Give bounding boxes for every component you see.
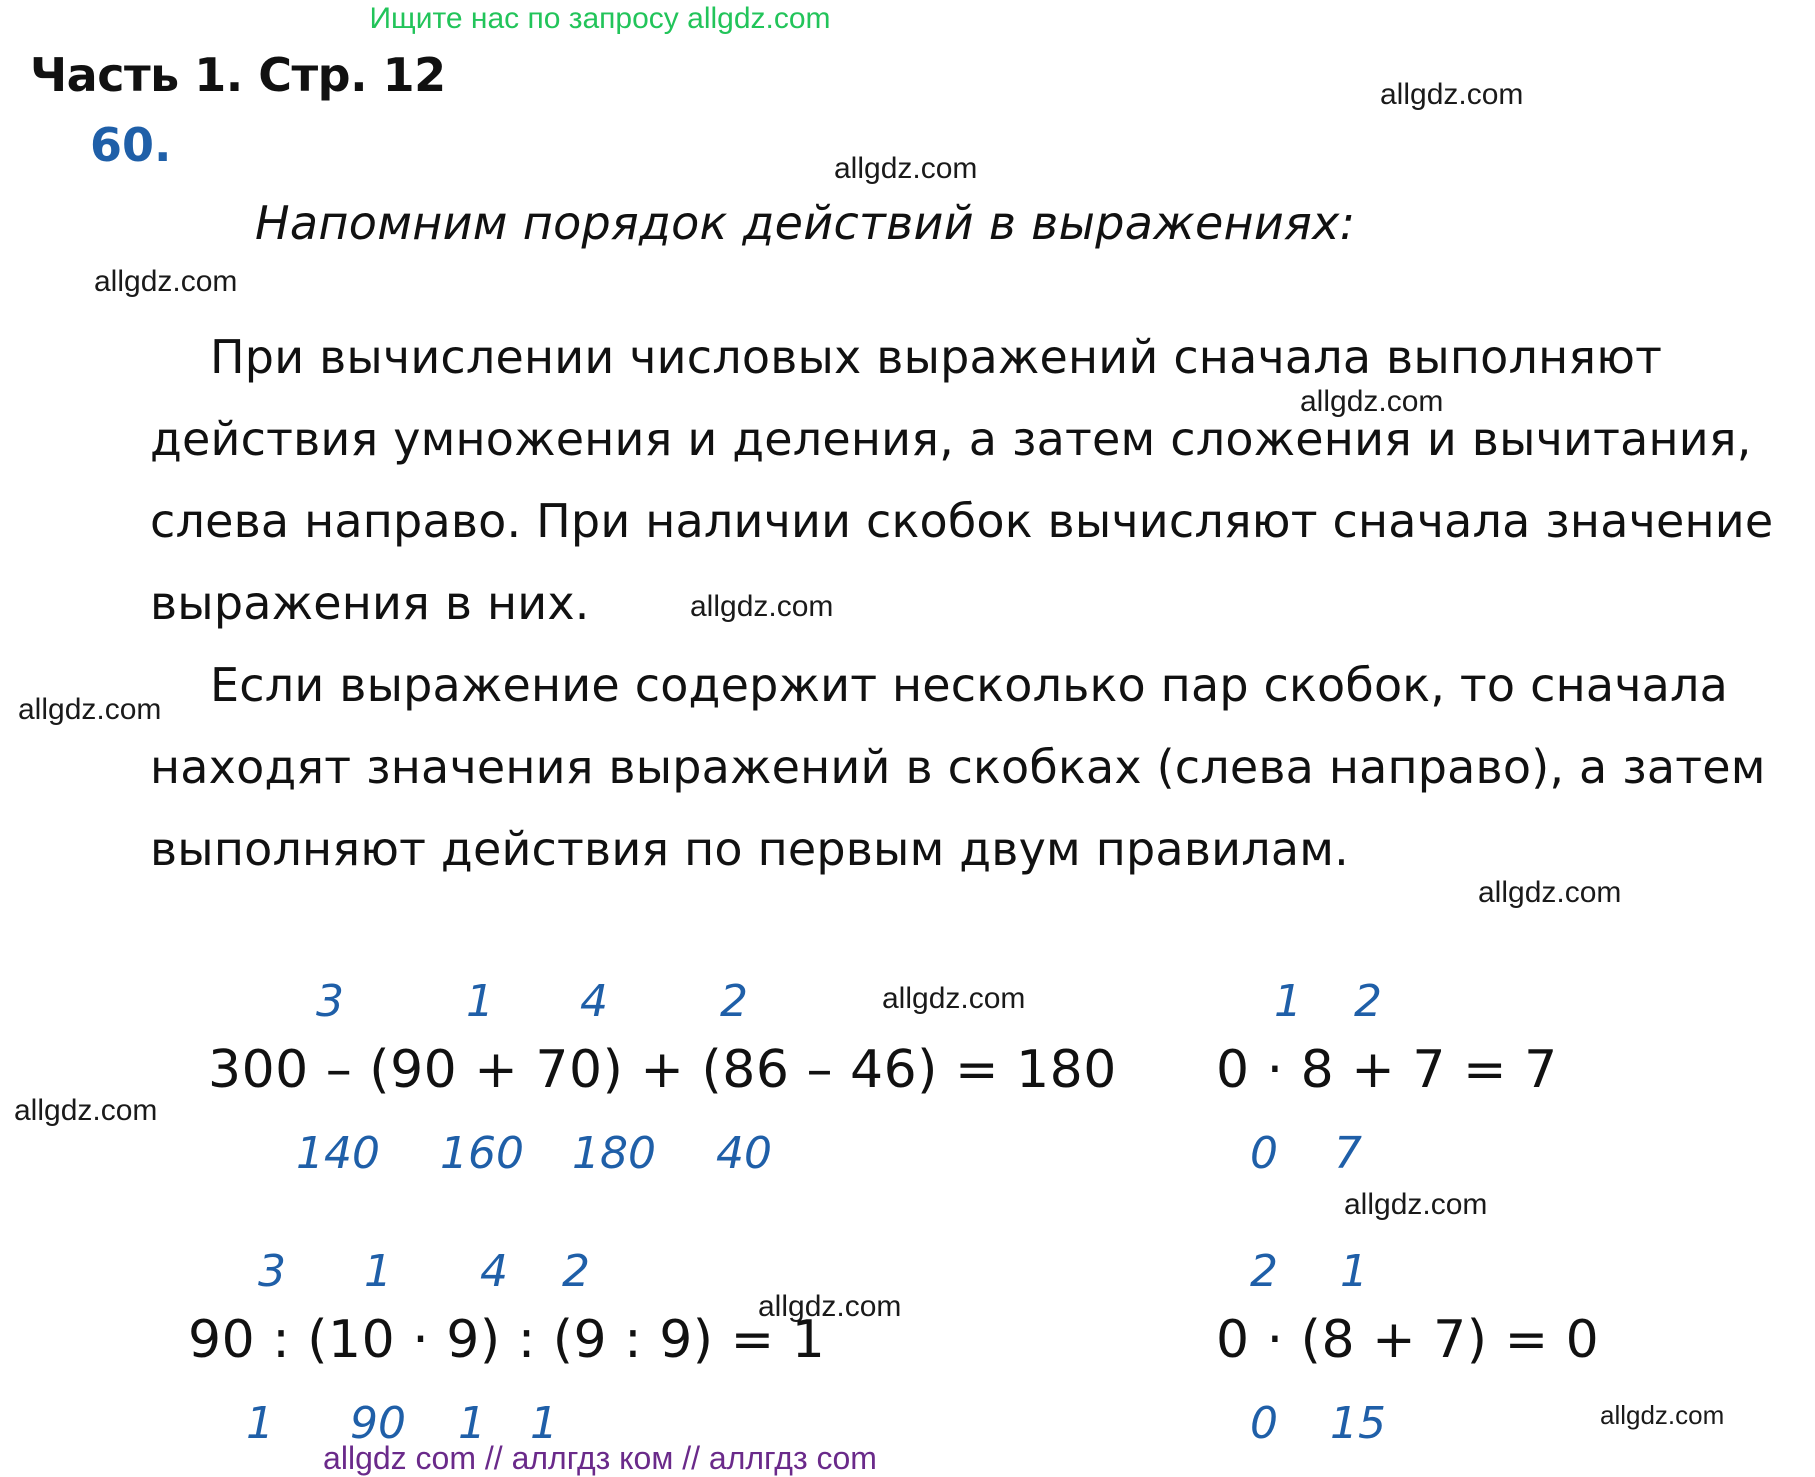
intermediate-result: 7 — [1334, 1128, 1362, 1179]
watermark: allgdz.com — [882, 982, 1026, 1015]
top-banner: Ищите нас по запросу allgdz.com — [369, 2, 831, 35]
order-mark: 4 — [580, 976, 608, 1027]
rule-paragraph-2-line-3: выполняют действия по первым двум правилам. — [150, 822, 1349, 876]
intermediate-result: 0 — [1250, 1398, 1278, 1449]
expression-1: 300 – (90 + 70) + (86 – 46) = 180 — [208, 1040, 1117, 1100]
intermediate-result: 1 — [458, 1398, 486, 1449]
page-heading: Часть 1. Стр. 12 — [30, 48, 446, 102]
rule-paragraph-2-line-2: находят значения выражений в скобках (слева направо), а затем — [150, 740, 1766, 794]
intermediate-result: 140 — [296, 1128, 380, 1179]
expression-3: 90 : (10 · 9) : (9 : 9) = 1 — [188, 1310, 826, 1370]
rule-paragraph-1-line-2: действия умножения и деления, а затем сложения и вычитания, — [150, 412, 1752, 466]
rule-paragraph-1-line-1: При вычислении числовых выражений сначала выполняют — [210, 330, 1663, 384]
order-mark: 1 — [1340, 1246, 1368, 1297]
order-mark: 2 — [1250, 1246, 1278, 1297]
watermark: allgdz.com — [758, 1290, 902, 1323]
order-mark: 1 — [1274, 976, 1302, 1027]
watermark: allgdz.com — [1380, 78, 1524, 111]
intermediate-result: 1 — [246, 1398, 274, 1449]
order-mark: 2 — [720, 976, 748, 1027]
expression-2: 0 · 8 + 7 = 7 — [1216, 1040, 1558, 1100]
watermark: allgdz.com — [1344, 1188, 1488, 1221]
watermark: allgdz.com — [94, 265, 238, 298]
watermark: allgdz.com — [18, 693, 162, 726]
order-mark: 3 — [316, 976, 344, 1027]
task-number: 60. — [90, 118, 172, 172]
rule-paragraph-1-line-4: выражения в них. — [150, 576, 590, 630]
footer-watermark: allgdz com // аллгдз ком // аллгдз com — [323, 1440, 877, 1476]
watermark: allgdz.com — [690, 590, 834, 623]
intermediate-result: 0 — [1250, 1128, 1278, 1179]
order-mark: 2 — [1354, 976, 1382, 1027]
intermediate-result: 40 — [716, 1128, 772, 1179]
section-subtitle: Напомним порядок действий в выражениях: — [255, 196, 1356, 250]
order-mark: 4 — [480, 1246, 508, 1297]
watermark: allgdz.com — [834, 152, 978, 185]
order-mark: 2 — [562, 1246, 590, 1297]
intermediate-result: 160 — [440, 1128, 524, 1179]
intermediate-result: 90 — [350, 1398, 406, 1449]
watermark: allgdz.com — [14, 1094, 158, 1127]
watermark: allgdz.com — [1300, 385, 1444, 418]
expression-4: 0 · (8 + 7) = 0 — [1216, 1310, 1600, 1370]
intermediate-result: 15 — [1330, 1398, 1386, 1449]
order-mark: 1 — [466, 976, 494, 1027]
watermark: allgdz.com — [1478, 876, 1622, 909]
order-mark: 1 — [364, 1246, 392, 1297]
order-mark: 3 — [258, 1246, 286, 1297]
intermediate-result: 180 — [572, 1128, 656, 1179]
rule-paragraph-1-line-3: слева направо. При наличии скобок вычисляют сначала значение — [150, 494, 1774, 548]
rule-paragraph-2-line-1: Если выражение содержит несколько пар скобок, то сначала — [210, 658, 1728, 712]
intermediate-result: 1 — [530, 1398, 558, 1449]
watermark: allgdz.com — [1600, 1400, 1725, 1430]
